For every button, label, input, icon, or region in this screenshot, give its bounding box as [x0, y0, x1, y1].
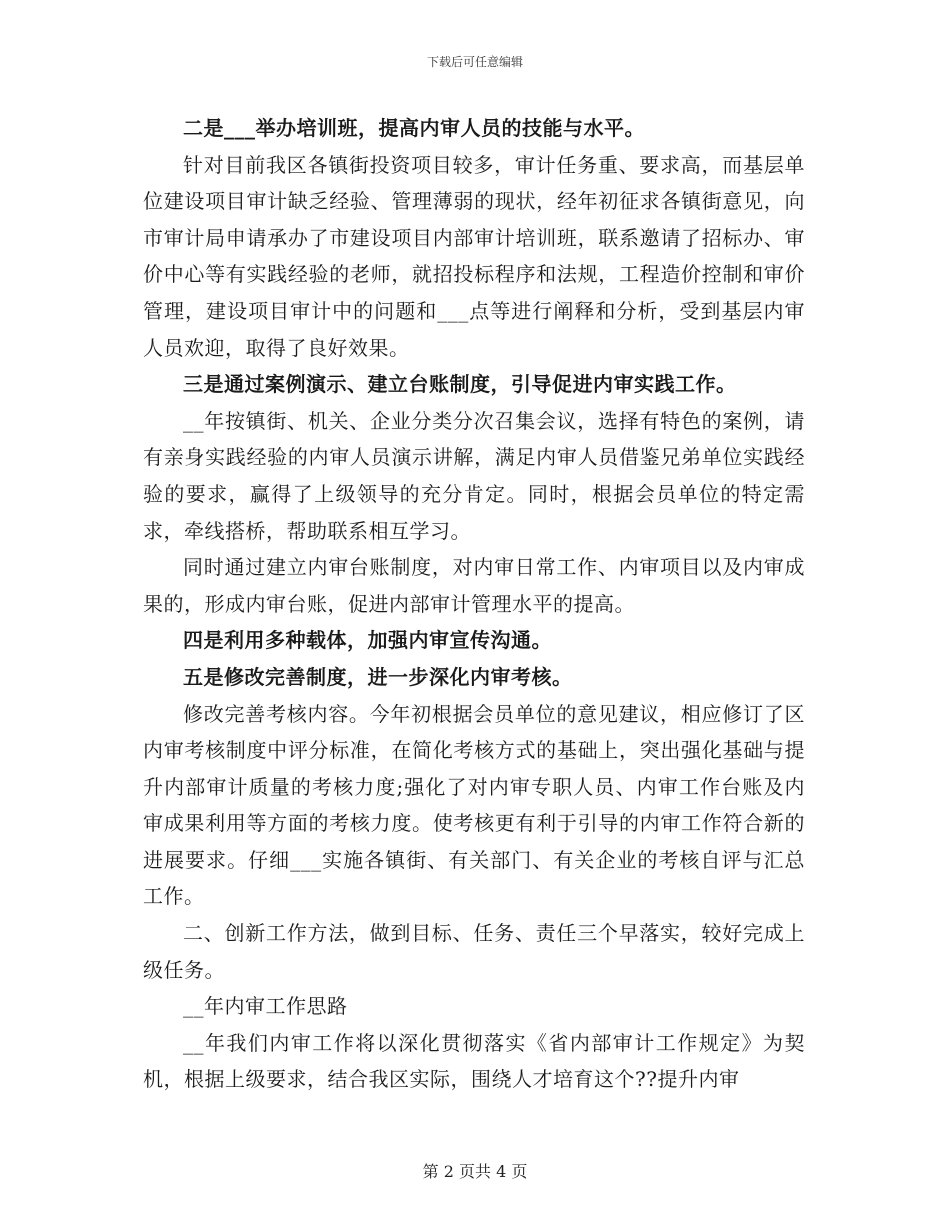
paragraph-10: __年内审工作思路: [183, 994, 348, 1019]
paragraph-1: 二是___举办培训班，提高内审人员的技能与水平。: [183, 116, 645, 140]
paragraph-4: __年按镇街、机关、企业分类分次召集会议，选择有特色的案例，请有亲身实践经验的内审人员演示讲解，满足内审人员借鉴兄弟单位实践经验的要求，赢得了上级领导的充分肯定。同时，根据会员单位的特定需求，牵线搭桥，帮助联系相互学习。: [143, 408, 805, 543]
paragraph-11: __年我们内审工作将以深化贯彻落实《省内部审计工作规定》为契机，根据上级要求，结合我区实际，围绕人才培育这个??提升内审: [143, 1030, 805, 1092]
paragraph-5: 同时通过建立内审台账制度，对内审日常工作、内审项目以及内审成果的，形成内审台账，促进内部审计管理水平的提高。: [143, 555, 805, 616]
document-body: [143, 110, 805, 1098]
paragraph-7: 五是修改完善制度，进一步深化内审考核。: [183, 664, 573, 689]
page-number: 第 2 页共 4 页: [422, 1162, 528, 1181]
header-note: 下载后可任意编辑: [426, 55, 523, 69]
paragraph-3: 三是通过案例演示、建立台账制度，引导促进内审实践工作。: [183, 372, 737, 397]
paragraph-9: 二、创新工作方法，做到目标、任务、责任三个早落实，较好完成上级任务。: [143, 921, 805, 982]
paragraph-6: 四是利用多种载体，加强内审宣传沟通。: [183, 628, 552, 653]
paragraph-8: 修改完善考核内容。今年初根据会员单位的意见建议，相应修订了区内审考核制度中评分标准，在简化考核方式的基础上，突出强化基础与提升内部审计质量的考核力度;强化了对内审专职人员、内审工作台账及内审成果利用等方面的考核力度。使考核更有利于引导的内审工作符合新的进展要求。仔细___实施各镇街、有关部门、有关企业的考核自评与汇总工作。: [143, 701, 805, 909]
paragraph-2: 针对目前我区各镇街投资项目较多，审计任务重、要求高，而基层单位建设项目审计缺乏经验、管理薄弱的现状，经年初征求各镇街意见，向市审计局申请承办了市建设项目内部审计培训班，联系邀请了招标办、审价中心等有实践经验的老师，就招投标程序和法规，工程造价控制和审价管理，建设项目审计中的问题和___点等进行阐释和分析，受到基层内审人员欢迎，取得了良好效果。: [143, 152, 805, 360]
